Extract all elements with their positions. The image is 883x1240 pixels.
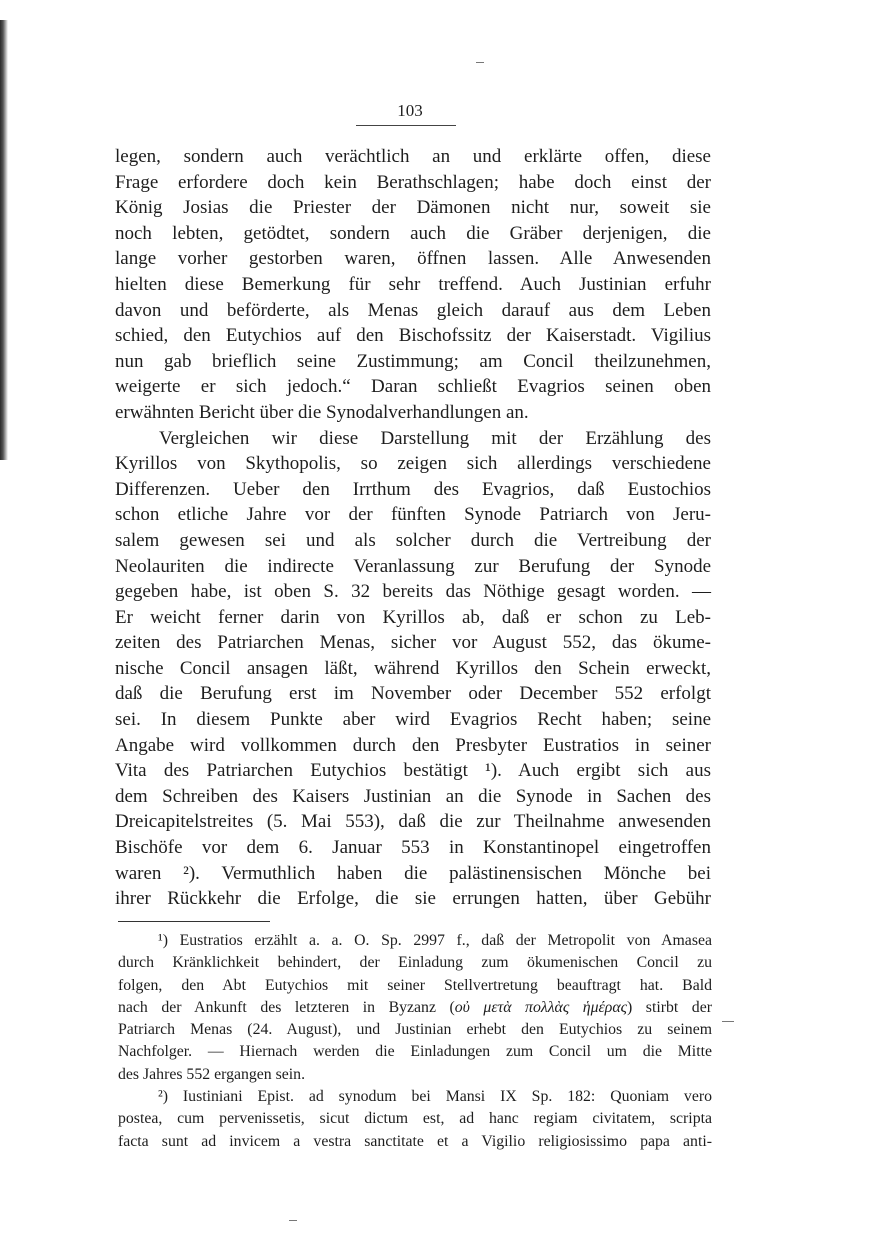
footnote-line: ²) Iustiniani Epist. ad synodum bei Mansi IX Sp. 182: Quoniam vero <box>158 1088 712 1106</box>
text-line: Dreicapitelstreites (5. Mai 553), daß die zur Theilnahme anwesenden <box>115 811 711 833</box>
footnote-line: ¹) Eustratios erzählt a. a. O. Sp. 2997 f., daß der Metropolit von Amasea <box>158 932 712 949</box>
text-line: davon und beförderte, als Menas gleich darauf aus dem Leben <box>115 299 711 321</box>
text-line: erwähnten Bericht über die Synodalverhandlungen an. <box>115 401 529 423</box>
text-line: Vita des Patriarchen Eutychios bestätigt ¹). Auch ergibt sich aus <box>115 760 711 782</box>
text-line: zeiten des Patriarchen Menas, sicher vor August 552, das ökume- <box>115 632 711 654</box>
text-line: daß die Berufung erst im November oder December 552 erfolgt <box>115 683 711 705</box>
text-line: weigerte er sich jedoch.“ Daran schließt Evagrios seinen oben <box>115 376 711 398</box>
text-line: Differenzen. Ueber den Irrthum des Evagrios, daß Eustochios <box>115 478 711 500</box>
text-line: Kyrillos von Skythopolis, so zeigen sich allerdings verschiedene <box>115 453 711 475</box>
page-number: 103 <box>397 101 423 120</box>
text-line: salem gewesen sei und als solcher durch die Vertreibung der <box>115 529 711 551</box>
bottom-mark <box>289 1220 297 1221</box>
text-line: König Josias die Priester der Dämonen nicht nur, soweit sie <box>115 197 711 219</box>
footnote-line: Patriarch Menas (24. August), und Justinian erhebt den Eutychios zu seinem <box>118 1021 712 1039</box>
text-line: gegeben habe, ist oben S. 32 bereits das Nöthige gesagt worden. — <box>115 581 711 603</box>
footnote-line: folgen, den Abt Eutychios mit seiner Stellvertretung beauftragt hat. Bald <box>118 976 712 994</box>
greek-phrase: οὐ μετὰ πολλὰς ἡμέρας <box>454 998 628 1016</box>
top-mark <box>476 62 484 63</box>
text-line: Neolauriten die indirecte Veranlassung zur Berufung der Synode <box>115 555 711 577</box>
footnote-line: nach der Ankunft des letzteren in Byzanz (οὐ μετὰ πολλὰς ἡμέρας) stirbt der <box>118 998 712 1016</box>
margin-mark <box>722 1021 734 1022</box>
text-line: Er weicht ferner darin von Kyrillos ab, daß er schon zu Leb- <box>115 606 711 628</box>
text-line: lange vorher gestorben waren, öffnen lassen. Alle Anwesenden <box>115 248 711 270</box>
text-line: legen, sondern auch verächtlich an und erklärte offen, diese <box>115 146 711 167</box>
text-line: dem Schreiben des Kaisers Justinian an die Synode in Sachen des <box>115 785 711 807</box>
footnote-line: Nachfolger. — Hiernach werden die Einladungen zum Concil um die Mitte <box>118 1043 712 1061</box>
text-line: schon etliche Jahre vor der fünften Synode Patriarch von Jeru- <box>115 504 711 526</box>
footnotes <box>118 930 712 1153</box>
footnote-line: des Jahres 552 ergangen sein. <box>118 1065 306 1083</box>
footnote-rule <box>118 921 270 922</box>
text-line: hielten diese Bemerkung für sehr treffend. Auch Justinian erfuhr <box>115 273 711 295</box>
text-line: Vergleichen wir diese Darstellung mit der Erzählung des <box>159 427 711 449</box>
footnote-line: facta sunt ad invicem a vestra sanctitate et a Vigilio religiosissimo papa anti- <box>118 1132 712 1150</box>
text-line: noch lebten, getödtet, sondern auch die Gräber derjenigen, die <box>115 222 711 244</box>
page-binding-edge <box>0 20 8 460</box>
text-line: waren ²). Vermuthlich haben die palästinensischen Mönche bei <box>115 862 711 884</box>
footnote-line: durch Kränklichkeit behindert, der Einladung zum ökumenischen Concil zu <box>118 954 712 972</box>
text-line: schied, den Eutychios auf den Bischofssitz der Kaiserstadt. Vigilius <box>115 325 711 347</box>
main-text <box>115 144 711 912</box>
page-number-rule <box>356 125 456 126</box>
footnote-line: postea, cum pervenissetis, sicut dictum est, ad hanc regiam civitatem, scripta <box>118 1110 712 1128</box>
text-line: nun gab brieflich seine Zustimmung; am Concil theilzunehmen, <box>115 350 711 372</box>
text-line: ihrer Rückkehr die Erfolge, die sie errungen hatten, über Gebühr <box>115 888 711 910</box>
text-line: Angabe wird vollkommen durch den Presbyter Eustratios in seiner <box>115 734 711 756</box>
text-line: nische Concil ansagen läßt, während Kyrillos den Schein erweckt, <box>115 657 711 679</box>
text-line: Bischöfe vor dem 6. Januar 553 in Konstantinopel eingetroffen <box>115 837 711 859</box>
text-line: Frage erfordere doch kein Berathschlagen; habe doch einst der <box>115 171 711 193</box>
text-line: sei. In diesem Punkte aber wird Evagrios Recht haben; seine <box>115 709 711 731</box>
